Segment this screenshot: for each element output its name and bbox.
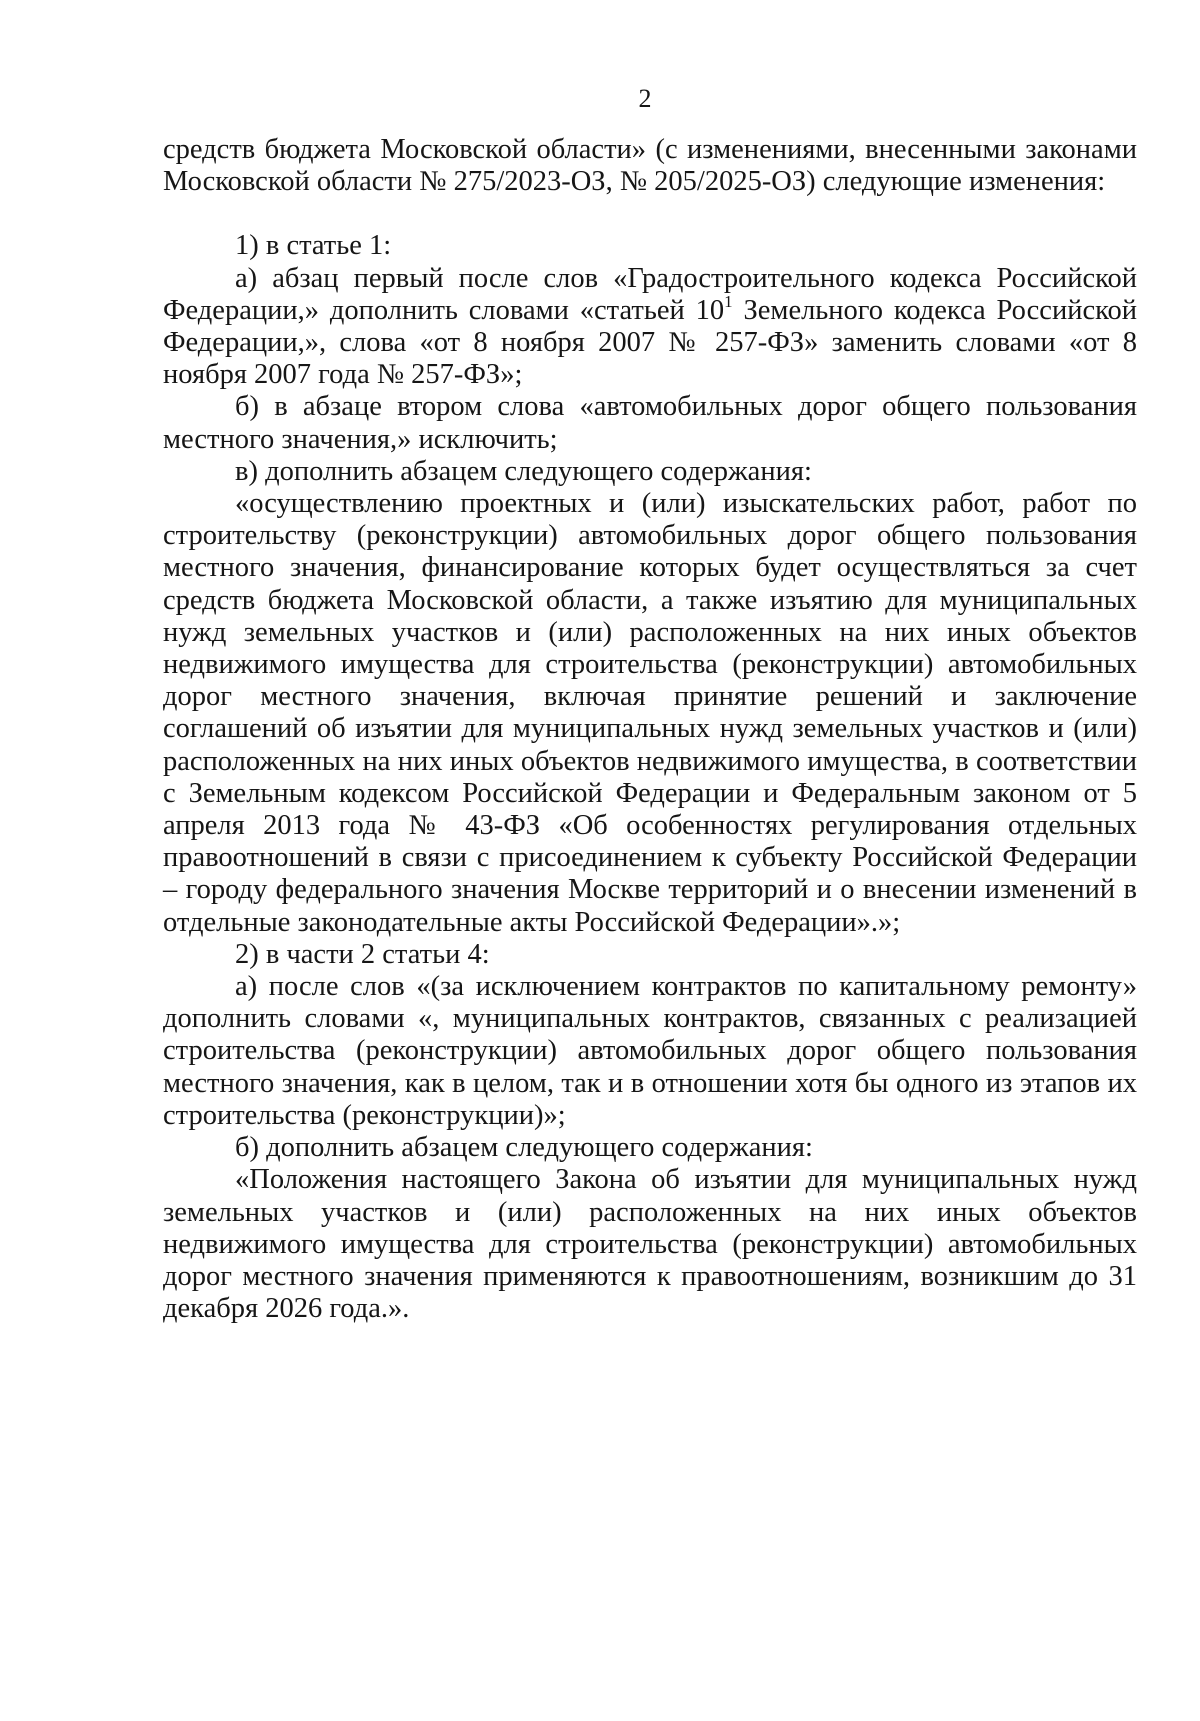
item-1-heading: 1) в статье 1: bbox=[235, 230, 392, 262]
item-1a-paragraph bbox=[163, 263, 1137, 392]
document-body bbox=[163, 134, 1137, 1325]
intro-paragraph: средств бюджета Московской области» (с изменениями, внесенными законами Московской области № 275/2023-ОЗ, № 205/2025-ОЗ) следующие изменения: bbox=[163, 134, 1137, 198]
item-1v-paragraph: в) дополнить абзацем следующего содержания: bbox=[235, 455, 812, 487]
item-1a-text-end: Земельного кодекса Российской Федерации,», слова «от 8 ноября 2007 № 257-ФЗ» заменить словами «от 8 ноября 2007 года № 257-ФЗ»; bbox=[163, 294, 1137, 391]
item-1a-text-start: а) абзац первый после слов «Градостроительного кодекса Российской Федерации,» дополнить словами «статьей 10 bbox=[163, 262, 1137, 326]
item-2a-paragraph: а) после слов «(за исключением контрактов по капитальному ремонту» дополнить словами «, муниципальных контрактов, связанных с реализацией строительства (реконструкции) автомобильных дорог общего пользования местного значения, как в целом, так и в отношении хотя бы одного из этапов их строительства (реконструкции)»; bbox=[163, 971, 1137, 1131]
item-1v-quote-paragraph: «осуществлению проектных и (или) изыскательских работ, работ по строительству (реконструкции) автомобильных дорог общего пользования местного значения, финансирование которых будет осуществляться за счет средств бюджета Московской области, а также изъятию для муниципальных нужд земельных участков и (или) расположенных на них иных объектов недвижимого имущества для строительства (реконструкции) автомобильных дорог местного значения, включая принятие решений и заключение соглашений об изъятии для муниципальных нужд земельных участков и (или) расположенных на них иных объектов недвижимого имущества, в соответствии с Земельным кодексом Российской Федерации и Федеральным законом от 5 апреля 2013 года № 43-ФЗ «Об особенностях регулирования отдельных правоотношений в связи с присоединением к субъекту Российской Федерации – городу федерального значения Москве территорий и о внесении изменений в отдельные законодательные акты Российской Федерации».»; bbox=[163, 488, 1137, 938]
item-2b-paragraph: б) дополнить абзацем следующего содержания: bbox=[235, 1132, 813, 1164]
item-1b-paragraph: б) в абзаце втором слова «автомобильных дорог общего пользования местного значения,» исключить; bbox=[163, 391, 1137, 455]
item-2b-quote-paragraph: «Положения настоящего Закона об изъятии для муниципальных нужд земельных участков и (или) расположенных на них иных объектов недвижимого имущества для строительства (реконструкции) автомобильных дорог местного значения применяются к правоотношениям, возникшим до 31 декабря 2026 года.». bbox=[163, 1164, 1137, 1325]
page-number: 2 bbox=[638, 84, 652, 113]
superscript-index: 1 bbox=[724, 291, 733, 311]
item-2-heading: 2) в части 2 статьи 4: bbox=[235, 938, 490, 970]
